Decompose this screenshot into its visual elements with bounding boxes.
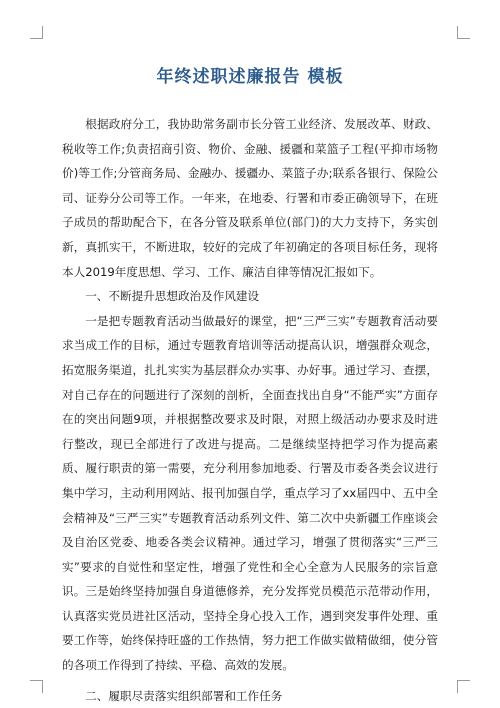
paragraph-intro: 根据政府分工，我协助常务副市长分管工业经济、发展改革、财政、税收等工作;负责招商引资、物价、金融、援疆和菜篮子工程(平抑市场物价)等工作;分管商务局、金融办、援疆办、菜篮子办;联系各银行、保险公司、证券分公司等工作。一年来，在地委、行署和市委正确领导下，在班子成员的帮助配合下，在各分管及联系单位(部门)的大力支持下，务实创新，真抓实干，不断进取，较好的完成了年初确定的各项目标任务，现将本人2019年度思想、学习、工作、廉洁自律等情况汇报如下。 — [62, 117, 438, 279]
crop-mark-bottom-left — [30, 680, 43, 693]
crop-mark-bottom-right — [457, 680, 470, 693]
paragraph-section-1: 一是把专题教育活动当做最好的课堂，把“三严三实”专题教育活动要求当成工作的目标，通过专题教育培训等活动提高认识，增强群众观念，拓宽服务渠道，扎扎实实为基层群众办实事、办好事。通过学习、查摆，对自己存在的问题进行了深刻的剖析，全面查找出自身“不能严实”方面存在的突出问题9项，并根据整改要求及时限，对照上级活动办要求及时进行整改，现已全部进行了改进与提高。二是继续坚持把学习作为提高素质、履行职责的第一需要，充分利用参加地委、行署及市委各类会议进行集中学习，主动利用网站、报刊加强自学，重点学习了xx届四中、五中全会精神及“三严三实”专题教育活动系列文件、第二次中央新疆工作座谈会及自治区党委、地委各类会议精神。通过学习，增强了贯彻落实“三严三实”要求的自觉性和坚定性，增强了党性和全心全意为人民服务的宗旨意识。三是始终坚持加强自身道德修养，充分发挥党员模范示范带动作用，认真落实党员进社区活动，坚持全身心投入工作，遇到突发事件处理、重要工作等，始终保持旺盛的工作热情，努力把工作做实做精做细，使分管的各项工作得到了持续、平稳、高效的发展。 — [62, 313, 438, 673]
document-title: 年终述职述廉报告 模板 — [156, 67, 344, 87]
crop-mark-top-left — [30, 26, 43, 39]
document-body — [62, 112, 438, 708]
section-heading-1: 一、不断提升思想政治及作风建设 — [85, 289, 260, 304]
crop-mark-top-right — [457, 26, 470, 39]
section-heading-2: 二、履职尽责落实组织部署和工作任务 — [85, 688, 283, 703]
